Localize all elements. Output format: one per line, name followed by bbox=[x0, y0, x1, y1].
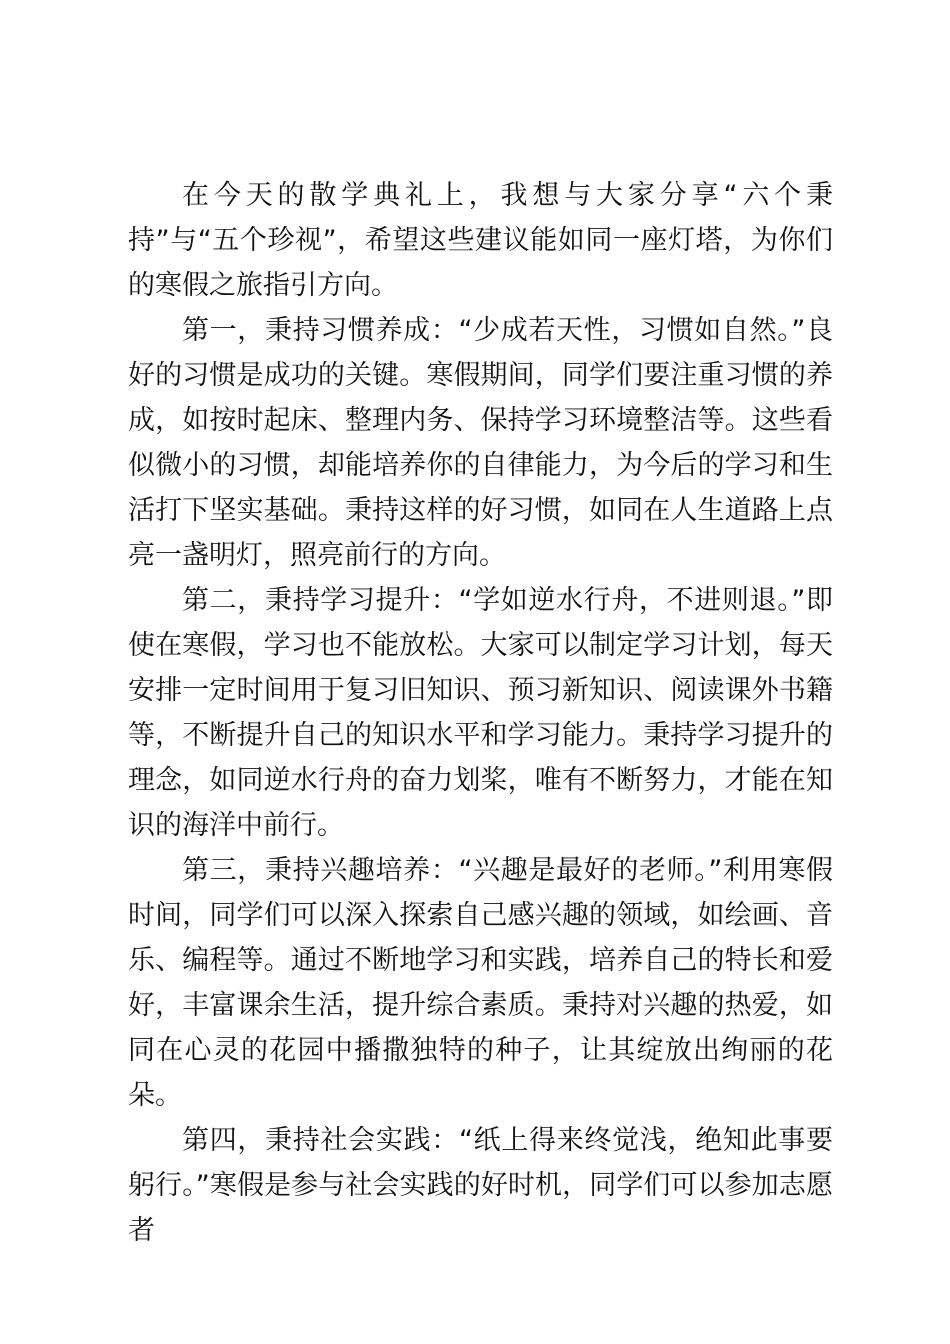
paragraph-intro: 在今天的散学典礼上，我想与大家分享“六个秉持”与“五个珍视”，希望这些建议能如同一座灯塔，为你们的寒假之旅指引方向。 bbox=[128, 180, 833, 301]
paragraph-study: 第二，秉持学习提升：“学如逆水行舟，不进则退。”即使在寒假，学习也不能放松。大家可以制定学习计划，每天安排一定时间用于复习旧知识、预习新知识、阅读课外书籍等，不断提升自己的知识水平和学习能力。秉持学习提升的理念，如同逆水行舟的奋力划桨，唯有不断努力，才能在知识的海洋中前行。 bbox=[128, 585, 833, 841]
body-text bbox=[128, 173, 833, 1253]
paragraph-interest: 第三，秉持兴趣培养：“兴趣是最好的老师。”利用寒假时间，同学们可以深入探索自己感兴趣的领域，如绘画、音乐、编程等。通过不断地学习和实践，培养自己的特长和爱好，丰富课余生活，提升综合素质。秉持对兴趣的热爱，如同在心灵的花园中播撒独特的种子，让其绽放出绚丽的花朵。 bbox=[128, 855, 833, 1111]
paragraph-practice: 第四，秉持社会实践：“纸上得来终觉浅，绝知此事要躬行。”寒假是参与社会实践的好时机，同学们可以参加志愿者 bbox=[128, 1125, 833, 1246]
paragraph-habit: 第一，秉持习惯养成：“少成若天性，习惯如自然。”良好的习惯是成功的关键。寒假期间，同学们要注重习惯的养成，如按时起床、整理内务、保持学习环境整洁等。这些看似微小的习惯，却能培养你的自律能力，为今后的学习和生活打下坚实基础。秉持这样的好习惯，如同在人生道路上点亮一盏明灯，照亮前行的方向。 bbox=[128, 315, 833, 571]
